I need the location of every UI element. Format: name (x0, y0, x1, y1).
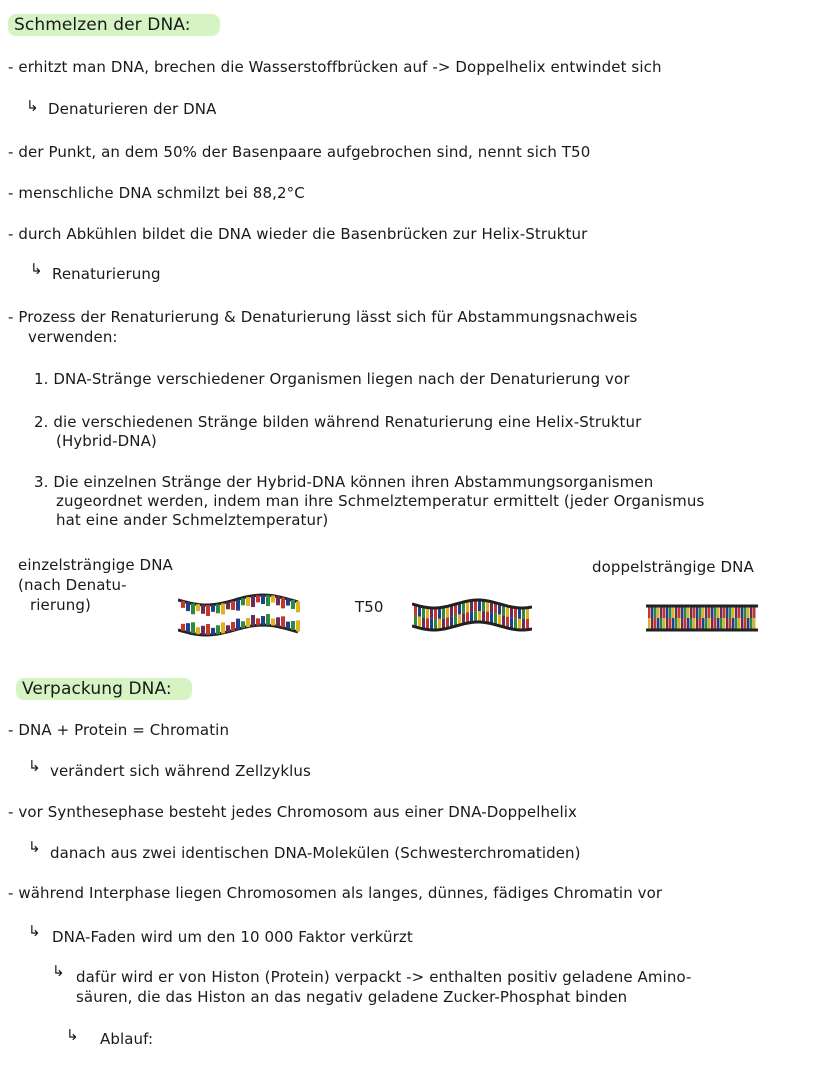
dna-base (717, 618, 720, 629)
step-line: 2. die verschiedenen Stränge bilden während Renaturierung eine Helix-Struktur (34, 413, 642, 431)
bullet-line: Renaturierung (52, 265, 161, 283)
dna-base (216, 604, 220, 613)
dna-base (526, 608, 529, 619)
dna-base (687, 607, 690, 618)
dna-base (699, 607, 702, 618)
dna-base (466, 601, 469, 612)
dna-base (494, 613, 497, 624)
bullet-line: - DNA + Protein = Chromatin (8, 721, 230, 739)
dna-base (296, 620, 300, 631)
dna-base (256, 618, 260, 625)
dna-base (729, 607, 732, 618)
dna-base (201, 626, 205, 635)
dna-base (221, 603, 225, 614)
dna-base (206, 605, 210, 616)
dna-base (714, 607, 717, 618)
dna-base (750, 618, 753, 629)
dna-base (747, 618, 750, 629)
arrow-icon: ↳ (28, 757, 41, 775)
dna-base (434, 619, 437, 630)
dna-base (753, 607, 756, 618)
bullet-line: - während Interphase liegen Chromosomen als langes, dünnes, fädiges Chromatin vor (8, 884, 663, 902)
dna-base (708, 618, 711, 629)
bullet-line: Denaturieren der DNA (48, 100, 217, 118)
dna-base (291, 621, 295, 630)
bullet-line: Ablauf: (100, 1030, 154, 1048)
figure-label-single: rierung) (30, 596, 91, 614)
dna-base (201, 605, 205, 614)
dna-base (490, 612, 493, 623)
dna-base (518, 619, 521, 630)
arrow-icon: ↳ (26, 97, 39, 115)
arrow-icon: ↳ (66, 1026, 79, 1044)
dna-base (705, 607, 708, 618)
dna-base (522, 619, 525, 630)
dna-base (720, 618, 723, 629)
dna-base (696, 618, 699, 629)
dna-base (726, 607, 729, 618)
dna-base (450, 606, 453, 617)
dna-base (687, 618, 690, 629)
arrow-icon: ↳ (52, 962, 65, 980)
dna-base (261, 595, 265, 604)
dna-base (666, 607, 669, 618)
figure-label-double: doppelsträngige DNA (592, 558, 754, 576)
dna-base (651, 618, 654, 629)
dna-base (478, 600, 481, 611)
dna-base (502, 616, 505, 627)
arrow-icon: ↳ (30, 260, 43, 278)
bullet-line: - durch Abkühlen bildet die DNA wieder die Basenbrücken zur Helix-Struktur (8, 225, 588, 243)
dna-base (717, 607, 720, 618)
dna-base (690, 607, 693, 618)
dna-base (231, 622, 235, 631)
dna-base (191, 622, 195, 633)
dna-base (246, 597, 250, 606)
dna-base (678, 607, 681, 618)
dna-base (196, 604, 200, 611)
dna-base (690, 618, 693, 629)
dna-base (181, 624, 185, 631)
dna-base (430, 619, 433, 630)
dna-base (663, 607, 666, 618)
dna-base (281, 597, 285, 608)
dna-base (271, 596, 275, 603)
dna-base (414, 616, 417, 627)
section-title-packaging: Verpackung DNA: (22, 679, 172, 699)
dna-base (478, 611, 481, 622)
bullet-line: dafür wird er von Histon (Protein) verpackt -> enthalten positiv geladene Amino- (76, 968, 692, 986)
step-line: zugeordnet werden, indem man ihre Schmelztemperatur ermittelt (jeder Organismus (56, 492, 705, 510)
dna-base (522, 608, 525, 619)
dna-base (276, 596, 280, 605)
dna-base (514, 618, 517, 629)
step-line: (Hybrid-DNA) (56, 432, 157, 450)
bullet-line: - der Punkt, an dem 50% der Basenpaare aufgebrochen sind, nennt sich T50 (8, 143, 591, 161)
dna-base (669, 607, 672, 618)
dna-base (286, 599, 290, 606)
dna-base (291, 600, 295, 609)
dna-base (657, 607, 660, 618)
dna-base (732, 618, 735, 629)
dna-base (696, 607, 699, 618)
dna-base (741, 618, 744, 629)
dna-base (241, 621, 245, 628)
dna-base (744, 618, 747, 629)
dna-base (660, 618, 663, 629)
dna-base (266, 595, 270, 606)
dna-base (678, 618, 681, 629)
dna-base (675, 618, 678, 629)
dna-base (732, 607, 735, 618)
arrow-icon: ↳ (28, 922, 41, 940)
bullet-line: DNA-Faden wird um den 10 000 Faktor verkürzt (52, 928, 413, 946)
dna-base (506, 617, 509, 628)
dna-base (702, 618, 705, 629)
bullet-line: - vor Synthesephase besteht jedes Chromosom aus einer DNA-Doppelhelix (8, 803, 577, 821)
dna-base (231, 601, 235, 610)
dna-base (216, 625, 220, 634)
figure-label-single: einzelsträngige DNA (18, 556, 173, 574)
bullet-line: - menschliche DNA schmilzt bei 88,2°C (8, 184, 305, 202)
dna-base (711, 618, 714, 629)
dna-base (753, 618, 756, 629)
dna-base (486, 612, 489, 623)
bullet-line: verändert sich während Zellzyklus (50, 762, 311, 780)
dna-base (426, 618, 429, 629)
dna-base (693, 607, 696, 618)
bullet-line: verwenden: (28, 328, 118, 346)
dna-base (648, 618, 651, 629)
dna-base (681, 618, 684, 629)
dna-base (226, 625, 230, 632)
dna-base (458, 603, 461, 614)
dna-base (276, 617, 280, 626)
dna-base (266, 614, 270, 625)
dna-base (510, 618, 513, 629)
dna-base (454, 605, 457, 616)
dna-base (271, 619, 275, 626)
dna-base (226, 602, 230, 609)
dna-base (705, 618, 708, 629)
double-strand-dna (646, 602, 758, 634)
dna-base (669, 618, 672, 629)
dna-base (206, 624, 210, 635)
section-title-melting: Schmelzen der DNA: (14, 15, 191, 35)
dna-base (684, 618, 687, 629)
dna-base (693, 618, 696, 629)
dna-base (708, 607, 711, 618)
dna-base (236, 600, 240, 611)
dna-base (446, 607, 449, 618)
dna-base (660, 607, 663, 618)
step-line: hat eine ander Schmelztemperatur) (56, 511, 329, 529)
dna-base (191, 603, 195, 614)
dna-base (714, 618, 717, 629)
dna-base (422, 618, 425, 629)
dna-base (750, 607, 753, 618)
dna-base (702, 607, 705, 618)
dna-base (726, 618, 729, 629)
hybrid-dna (412, 598, 532, 632)
dna-base (738, 618, 741, 629)
dna-base (666, 618, 669, 629)
dna-base (474, 600, 477, 611)
bullet-line: - Prozess der Renaturierung & Denaturierung lässt sich für Abstammungsnachweis (8, 308, 638, 326)
dna-base (711, 607, 714, 618)
dna-base (699, 618, 702, 629)
dna-base (418, 617, 421, 628)
dna-base (681, 607, 684, 618)
dna-base (720, 607, 723, 618)
dna-base (211, 605, 215, 612)
dna-base (654, 607, 657, 618)
dna-base (221, 622, 225, 633)
figure-label-t50: T50 (355, 598, 384, 616)
dna-base (648, 607, 651, 618)
dna-base (735, 607, 738, 618)
dna-base (261, 616, 265, 625)
dna-base (251, 615, 255, 626)
dna-base (482, 611, 485, 622)
dna-base (236, 619, 240, 630)
dna-base (744, 607, 747, 618)
figure-label-single: (nach Denatu- (18, 576, 127, 594)
dna-base (296, 601, 300, 612)
dna-base (672, 607, 675, 618)
dna-base (286, 622, 290, 629)
dna-base (672, 618, 675, 629)
dna-base (735, 618, 738, 629)
dna-base (241, 598, 245, 605)
arrow-icon: ↳ (28, 838, 41, 856)
dna-base (211, 628, 215, 635)
dna-base (470, 601, 473, 612)
dna-base (462, 602, 465, 613)
step-line: 3. Die einzelnen Stränge der Hybrid-DNA können ihren Abstammungsorganismen (34, 473, 654, 491)
dna-base (723, 607, 726, 618)
dna-base (723, 618, 726, 629)
bullet-line: - erhitzt man DNA, brechen die Wasserstoffbrücken auf -> Doppelhelix entwindet sich (8, 58, 662, 76)
dna-base (251, 596, 255, 607)
dna-base (281, 616, 285, 627)
dna-base (438, 608, 441, 619)
single-strand-dna (178, 582, 304, 640)
dna-base (256, 595, 260, 602)
dna-base (657, 618, 660, 629)
dna-base (434, 608, 437, 619)
dna-base (663, 618, 666, 629)
dna-base (738, 607, 741, 618)
dna-base (675, 607, 678, 618)
dna-base (246, 618, 250, 627)
bullet-line: säuren, die das Histon an das negativ geladene Zucker-Phosphat binden (76, 988, 628, 1006)
dna-base (741, 607, 744, 618)
dna-base (186, 623, 190, 632)
dna-base (186, 602, 190, 611)
dna-base (747, 607, 750, 618)
dna-base (654, 618, 657, 629)
step-line: 1. DNA-Stränge verschiedener Organismen liegen nach der Denaturierung vor (34, 370, 630, 388)
dna-base (729, 618, 732, 629)
bullet-line: danach aus zwei identischen DNA-Molekülen (Schwesterchromatiden) (50, 844, 581, 862)
dna-base (684, 607, 687, 618)
dna-base (196, 627, 200, 634)
dna-base (651, 607, 654, 618)
dna-base (442, 607, 445, 618)
dna-base (498, 614, 501, 625)
dna-base (181, 601, 185, 608)
